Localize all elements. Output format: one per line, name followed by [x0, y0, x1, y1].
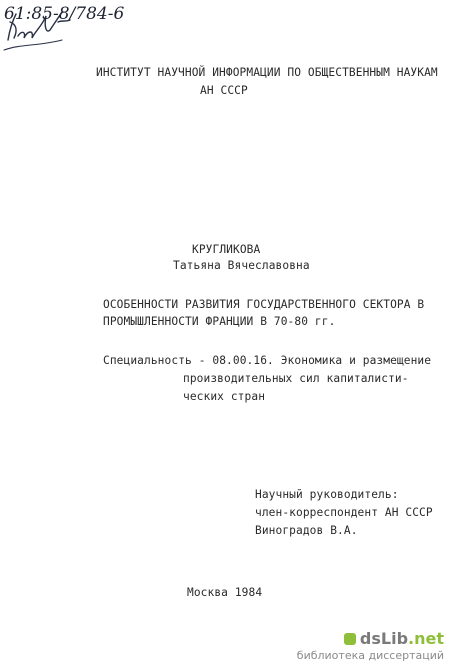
institute-line-1: ИНСТИТУТ НАУЧНОЙ ИНФОРМАЦИИ ПО ОБЩЕСТВЕННЫМ НАУКАМ: [96, 66, 438, 79]
dslib-logo-icon: [344, 633, 356, 645]
watermark-brand: dsLib.net: [359, 629, 444, 648]
advisor-name: Виноградов В.А.: [255, 524, 358, 537]
author-surname: КРУГЛИКОВА: [192, 243, 261, 256]
specialty-line-2: производительных сил капиталисти-: [183, 372, 409, 385]
specialty-line-1: Специальность - 08.00.16. Экономика и размещение: [103, 354, 432, 367]
watermark-subtitle: библиотека диссертаций: [296, 649, 444, 662]
dissertation-title-line-2: ПРОМЫШЛЕННОСТИ ФРАНЦИИ В 70-80 гг.: [103, 315, 336, 328]
watermark: [297, 629, 444, 662]
author-given-name: Татьяна Вячеславовна: [173, 259, 310, 272]
advisor-rank: член-корреспондент АН СССР: [255, 506, 433, 519]
specialty-line-3: ческих стран: [183, 390, 266, 403]
city-and-year: Москва 1984: [187, 586, 263, 599]
handwritten-archive-number: 61:85-8/784-6: [4, 4, 125, 24]
institute-line-2: АН СССР: [200, 84, 248, 97]
dissertation-title-line-1: ОСОБЕННОСТИ РАЗВИТИЯ ГОСУДАРСТВЕННОГО СЕКТОРА В: [103, 298, 425, 311]
advisor-label: Научный руководитель:: [255, 488, 399, 501]
